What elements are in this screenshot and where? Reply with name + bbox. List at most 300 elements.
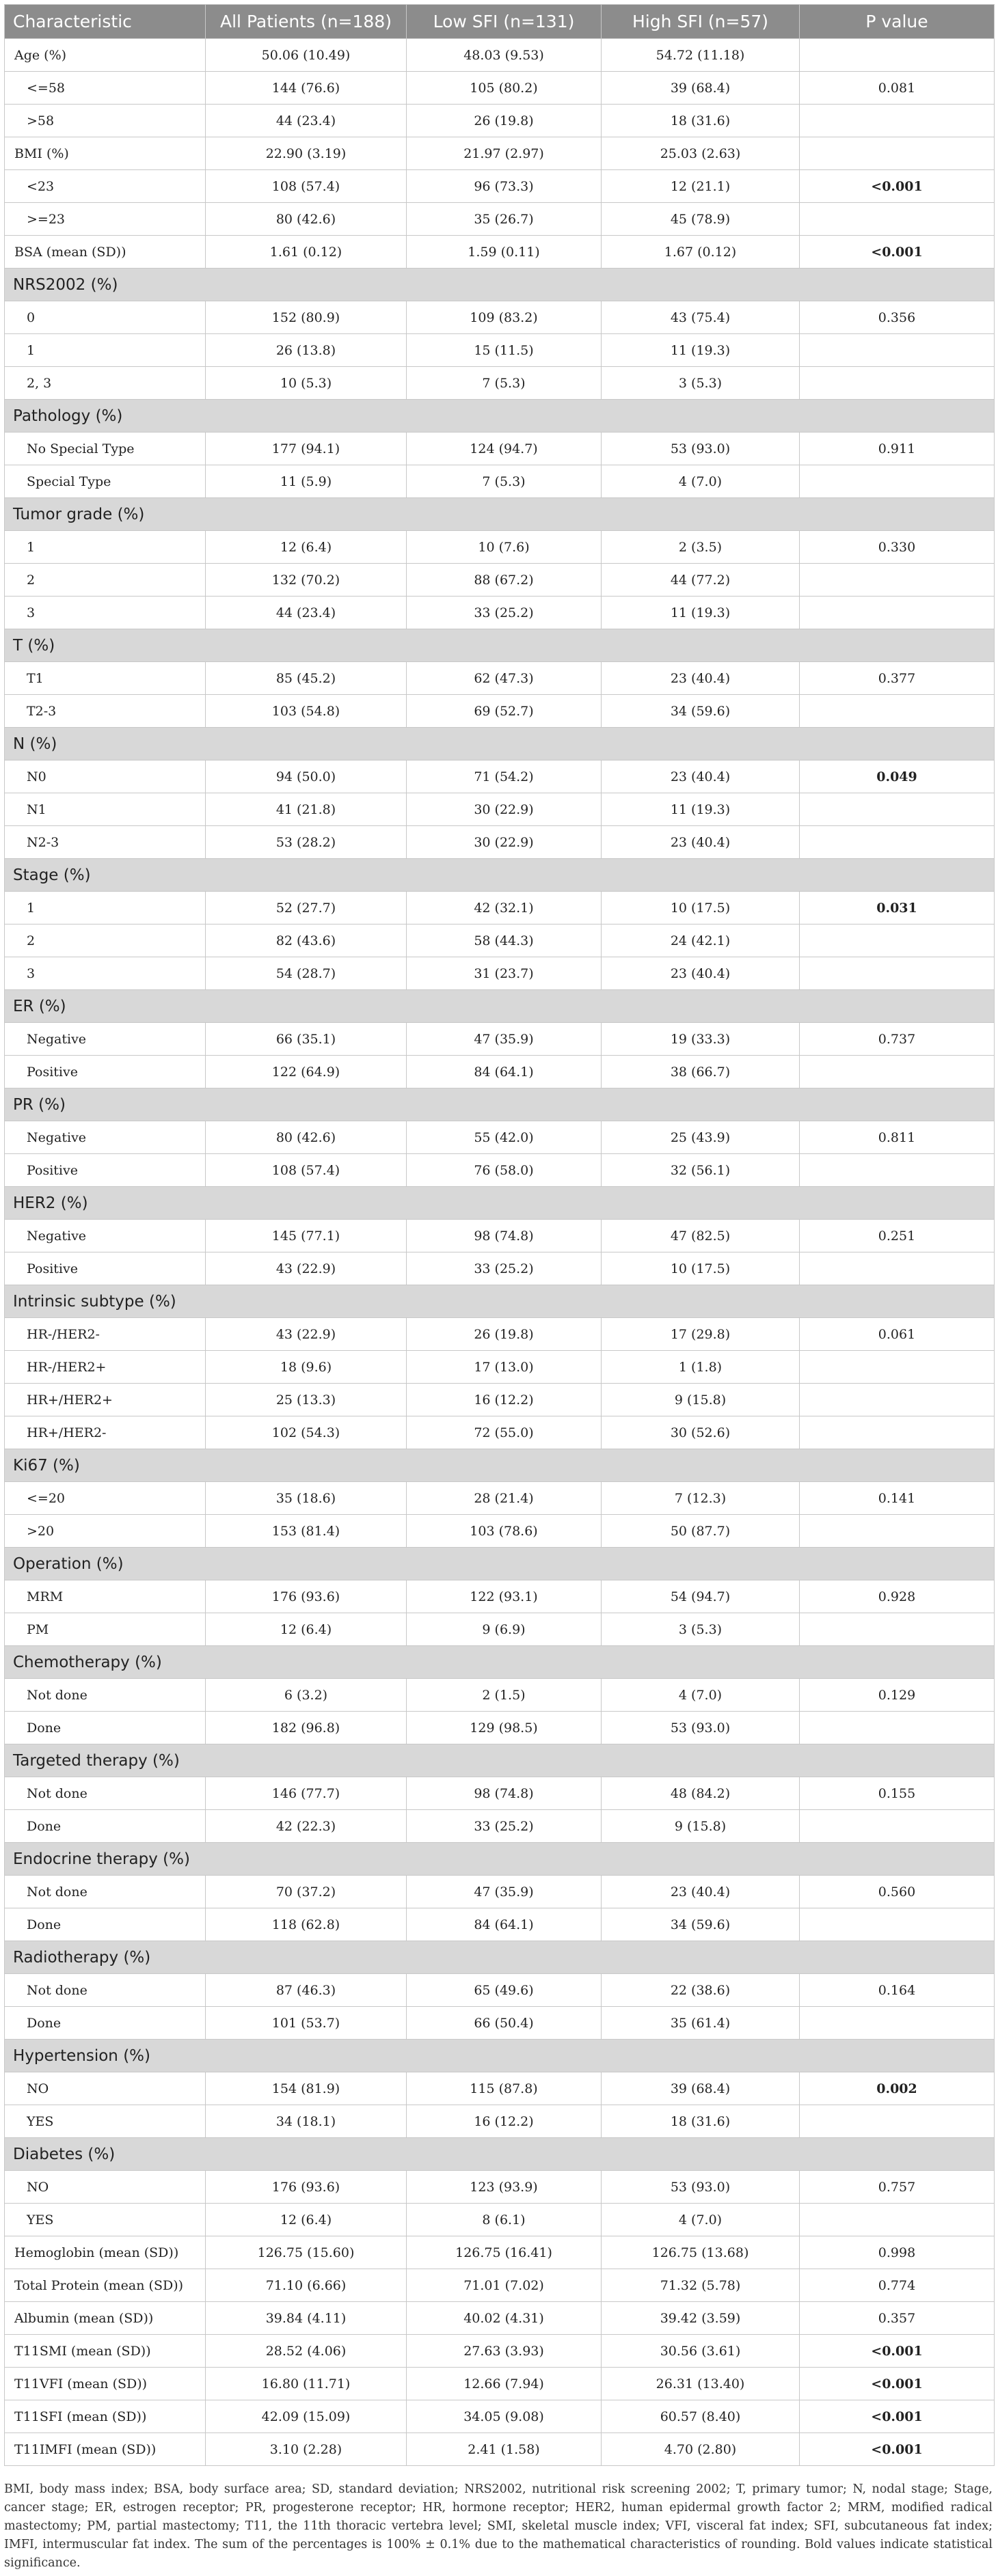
cell-high-sfi: 45 (78.9): [602, 203, 800, 236]
cell-p-value: [800, 1416, 995, 1449]
cell-high-sfi: 22 (38.6): [602, 1974, 800, 2007]
cell-high-sfi: 11 (19.3): [602, 793, 800, 826]
cell-p-value: 0.049: [800, 761, 995, 793]
cell-low-sfi: 109 (83.2): [407, 301, 602, 334]
cell-p-value: 0.141: [800, 1482, 995, 1515]
row-label: T11VFI (mean (SD)): [5, 2368, 206, 2400]
cell-high-sfi: 1.67 (0.12): [602, 236, 800, 269]
cell-high-sfi: 11 (19.3): [602, 334, 800, 367]
table-row: [5, 2368, 995, 2400]
cell-all-patients: 80 (42.6): [206, 1121, 407, 1154]
table-row: [5, 1482, 995, 1515]
cell-p-value: 0.155: [800, 1777, 995, 1810]
cell-all-patients: 18 (9.6): [206, 1351, 407, 1384]
table-row: [5, 334, 995, 367]
cell-low-sfi: 42 (32.1): [407, 892, 602, 924]
cell-low-sfi: 69 (52.7): [407, 695, 602, 728]
row-label: 1: [5, 531, 206, 564]
cell-high-sfi: 23 (40.4): [602, 1876, 800, 1908]
section-label: Tumor grade (%): [5, 498, 995, 531]
cell-high-sfi: 53 (93.0): [602, 1712, 800, 1744]
cell-p-value: <0.001: [800, 2335, 995, 2368]
cell-all-patients: 66 (35.1): [206, 1023, 407, 1056]
table-row: [5, 892, 995, 924]
cell-high-sfi: 47 (82.5): [602, 1220, 800, 1252]
cell-high-sfi: 39.42 (3.59): [602, 2302, 800, 2335]
cell-p-value: 0.129: [800, 1679, 995, 1712]
cell-all-patients: 145 (77.1): [206, 1220, 407, 1252]
cell-low-sfi: 7 (5.3): [407, 465, 602, 498]
cell-high-sfi: 50 (87.7): [602, 1515, 800, 1548]
row-label: Done: [5, 2007, 206, 2040]
cell-p-value: [800, 1384, 995, 1416]
row-label: 2: [5, 924, 206, 957]
cell-low-sfi: 66 (50.4): [407, 2007, 602, 2040]
cell-p-value: [800, 695, 995, 728]
cell-all-patients: 26 (13.8): [206, 334, 407, 367]
section-label: Diabetes (%): [5, 2138, 995, 2171]
header-characteristic: Characteristic: [5, 5, 206, 39]
table-row: [5, 2105, 995, 2138]
cell-all-patients: 153 (81.4): [206, 1515, 407, 1548]
cell-high-sfi: 3 (5.3): [602, 1613, 800, 1646]
cell-p-value: [800, 1515, 995, 1548]
table-row: [5, 564, 995, 597]
table-header-row: [5, 5, 995, 39]
cell-low-sfi: 71 (54.2): [407, 761, 602, 793]
cell-all-patients: 50.06 (10.49): [206, 39, 407, 72]
row-label: T11IMFI (mean (SD)): [5, 2433, 206, 2466]
row-label: T2-3: [5, 695, 206, 728]
table-row: [5, 761, 995, 793]
row-label: >20: [5, 1515, 206, 1548]
cell-p-value: 0.356: [800, 301, 995, 334]
cell-p-value: [800, 924, 995, 957]
table-row: [5, 2400, 995, 2433]
cell-p-value: 0.737: [800, 1023, 995, 1056]
cell-low-sfi: 96 (73.3): [407, 170, 602, 203]
table-row: [5, 531, 995, 564]
section-header-row: [5, 728, 995, 761]
cell-all-patients: 85 (45.2): [206, 662, 407, 695]
cell-low-sfi: 12.66 (7.94): [407, 2368, 602, 2400]
table-body: [5, 39, 995, 2466]
row-label: MRM: [5, 1580, 206, 1613]
row-label: Age (%): [5, 39, 206, 72]
cell-low-sfi: 123 (93.9): [407, 2171, 602, 2204]
cell-all-patients: 42.09 (15.09): [206, 2400, 407, 2433]
row-label: N1: [5, 793, 206, 826]
cell-all-patients: 43 (22.9): [206, 1252, 407, 1285]
row-label: Hemoglobin (mean (SD)): [5, 2236, 206, 2269]
cell-all-patients: 28.52 (4.06): [206, 2335, 407, 2368]
section-header-row: [5, 269, 995, 301]
row-label: YES: [5, 2204, 206, 2236]
section-header-row: [5, 1088, 995, 1121]
cell-low-sfi: 76 (58.0): [407, 1154, 602, 1187]
row-label: Not done: [5, 1876, 206, 1908]
table-row: [5, 1416, 995, 1449]
cell-p-value: 0.330: [800, 531, 995, 564]
cell-p-value: 0.357: [800, 2302, 995, 2335]
table-row: [5, 203, 995, 236]
row-label: PM: [5, 1613, 206, 1646]
cell-low-sfi: 71.01 (7.02): [407, 2269, 602, 2302]
cell-high-sfi: 38 (66.7): [602, 1056, 800, 1088]
section-header-row: [5, 498, 995, 531]
row-label: <23: [5, 170, 206, 203]
table-row: [5, 2204, 995, 2236]
cell-all-patients: 39.84 (4.11): [206, 2302, 407, 2335]
table-row: [5, 662, 995, 695]
cell-low-sfi: 1.59 (0.11): [407, 236, 602, 269]
section-header-row: [5, 1843, 995, 1876]
cell-all-patients: 103 (54.8): [206, 695, 407, 728]
section-header-row: [5, 1285, 995, 1318]
cell-p-value: <0.001: [800, 2400, 995, 2433]
cell-all-patients: 70 (37.2): [206, 1876, 407, 1908]
row-label: BMI (%): [5, 137, 206, 170]
table-row: [5, 957, 995, 990]
table-row: [5, 2302, 995, 2335]
cell-low-sfi: 16 (12.2): [407, 1384, 602, 1416]
section-header-row: [5, 400, 995, 433]
cell-high-sfi: 60.57 (8.40): [602, 2400, 800, 2433]
cell-p-value: <0.001: [800, 236, 995, 269]
section-label: Hypertension (%): [5, 2040, 995, 2072]
cell-low-sfi: 27.63 (3.93): [407, 2335, 602, 2368]
row-label: N2-3: [5, 826, 206, 859]
cell-all-patients: 12 (6.4): [206, 1613, 407, 1646]
table-row: [5, 137, 995, 170]
cell-high-sfi: 11 (19.3): [602, 597, 800, 629]
row-label: T11SMI (mean (SD)): [5, 2335, 206, 2368]
cell-p-value: 0.377: [800, 662, 995, 695]
row-label: >=23: [5, 203, 206, 236]
table-row: [5, 367, 995, 400]
cell-high-sfi: 32 (56.1): [602, 1154, 800, 1187]
table-row: [5, 1023, 995, 1056]
cell-low-sfi: 10 (7.6): [407, 531, 602, 564]
header-low-sfi: Low SFI (n=131): [407, 5, 602, 39]
table-row: [5, 1679, 995, 1712]
section-label: Stage (%): [5, 859, 995, 892]
section-label: Intrinsic subtype (%): [5, 1285, 995, 1318]
table-row: [5, 695, 995, 728]
cell-p-value: [800, 1056, 995, 1088]
cell-high-sfi: 43 (75.4): [602, 301, 800, 334]
cell-all-patients: 94 (50.0): [206, 761, 407, 793]
cell-all-patients: 41 (21.8): [206, 793, 407, 826]
cell-all-patients: 132 (70.2): [206, 564, 407, 597]
row-label: N0: [5, 761, 206, 793]
cell-low-sfi: 34.05 (9.08): [407, 2400, 602, 2433]
cell-all-patients: 101 (53.7): [206, 2007, 407, 2040]
cell-low-sfi: 84 (64.1): [407, 1908, 602, 1941]
row-label: Negative: [5, 1023, 206, 1056]
cell-low-sfi: 55 (42.0): [407, 1121, 602, 1154]
cell-p-value: [800, 105, 995, 137]
cell-high-sfi: 23 (40.4): [602, 761, 800, 793]
section-label: NRS2002 (%): [5, 269, 995, 301]
table-row: [5, 1876, 995, 1908]
cell-p-value: 0.081: [800, 72, 995, 105]
section-label: HER2 (%): [5, 1187, 995, 1220]
row-label: 2: [5, 564, 206, 597]
cell-p-value: 0.774: [800, 2269, 995, 2302]
cell-low-sfi: 98 (74.8): [407, 1777, 602, 1810]
cell-p-value: [800, 1810, 995, 1843]
cell-high-sfi: 39 (68.4): [602, 72, 800, 105]
cell-high-sfi: 18 (31.6): [602, 2105, 800, 2138]
cell-high-sfi: 26.31 (13.40): [602, 2368, 800, 2400]
cell-p-value: 0.811: [800, 1121, 995, 1154]
cell-low-sfi: 126.75 (16.41): [407, 2236, 602, 2269]
cell-all-patients: 80 (42.6): [206, 203, 407, 236]
table-row: [5, 2236, 995, 2269]
cell-p-value: [800, 2204, 995, 2236]
table-footnote: BMI, body mass index; BSA, body surface area; SD, standard deviation; NRS2002, nutritional risk screening 2002; T, primary tumor; N, nodal stage; Stage, cancer stage; ER, estrogen receptor; PR, progesterone receptor; HR, hormone receptor; HER2, human epidermal growth factor 2; MRM, modified radical mastectomy; PM, partial mastectomy; T11, the 11th thoracic vertebra level; SMI, skeletal muscle index; VFI, visceral fat index; SFI, subcutaneous fat index; IMFI, intermuscular fat index. The sum of the percentages is 100% ± 0.1% due to the mathematical characteristics of rounding. Bold values indicate statistical significance.: [4, 2482, 993, 2570]
cell-p-value: 0.002: [800, 2072, 995, 2105]
table-row: [5, 793, 995, 826]
section-label: Targeted therapy (%): [5, 1744, 995, 1777]
cell-low-sfi: 28 (21.4): [407, 1482, 602, 1515]
cell-p-value: [800, 1613, 995, 1646]
cell-low-sfi: 2 (1.5): [407, 1679, 602, 1712]
header-all-patients: All Patients (n=188): [206, 5, 407, 39]
cell-high-sfi: 1 (1.8): [602, 1351, 800, 1384]
cell-low-sfi: 88 (67.2): [407, 564, 602, 597]
cell-all-patients: 82 (43.6): [206, 924, 407, 957]
table-row: [5, 72, 995, 105]
cell-high-sfi: 19 (33.3): [602, 1023, 800, 1056]
row-label: T1: [5, 662, 206, 695]
cell-low-sfi: 129 (98.5): [407, 1712, 602, 1744]
section-header-row: [5, 1941, 995, 1974]
cell-all-patients: 44 (23.4): [206, 597, 407, 629]
cell-p-value: [800, 334, 995, 367]
cell-p-value: [800, 367, 995, 400]
row-label: 2, 3: [5, 367, 206, 400]
table-row: [5, 1220, 995, 1252]
table-row: [5, 1056, 995, 1088]
cell-all-patients: 118 (62.8): [206, 1908, 407, 1941]
cell-high-sfi: 2 (3.5): [602, 531, 800, 564]
cell-p-value: 0.560: [800, 1876, 995, 1908]
cell-high-sfi: 7 (12.3): [602, 1482, 800, 1515]
header-high-sfi: High SFI (n=57): [602, 5, 800, 39]
table-row: [5, 2072, 995, 2105]
cell-low-sfi: 33 (25.2): [407, 1252, 602, 1285]
cell-p-value: [800, 1154, 995, 1187]
cell-all-patients: 54 (28.7): [206, 957, 407, 990]
cell-p-value: 0.061: [800, 1318, 995, 1351]
row-label: NO: [5, 2072, 206, 2105]
cell-p-value: 0.251: [800, 1220, 995, 1252]
cell-all-patients: 22.90 (3.19): [206, 137, 407, 170]
cell-all-patients: 43 (22.9): [206, 1318, 407, 1351]
table-row: [5, 1974, 995, 2007]
cell-all-patients: 44 (23.4): [206, 105, 407, 137]
section-label: ER (%): [5, 990, 995, 1023]
cell-high-sfi: 10 (17.5): [602, 1252, 800, 1285]
row-label: Negative: [5, 1220, 206, 1252]
table-row: [5, 597, 995, 629]
row-label: Negative: [5, 1121, 206, 1154]
cell-all-patients: 182 (96.8): [206, 1712, 407, 1744]
cell-high-sfi: 48 (84.2): [602, 1777, 800, 1810]
cell-all-patients: 1.61 (0.12): [206, 236, 407, 269]
cell-low-sfi: 9 (6.9): [407, 1613, 602, 1646]
cell-all-patients: 71.10 (6.66): [206, 2269, 407, 2302]
row-label: HR-/HER2+: [5, 1351, 206, 1384]
section-header-row: [5, 2138, 995, 2171]
row-label: <=58: [5, 72, 206, 105]
cell-high-sfi: 53 (93.0): [602, 433, 800, 465]
cell-all-patients: 12 (6.4): [206, 2204, 407, 2236]
cell-low-sfi: 122 (93.1): [407, 1580, 602, 1613]
cell-low-sfi: 30 (22.9): [407, 793, 602, 826]
cell-high-sfi: 9 (15.8): [602, 1810, 800, 1843]
cell-low-sfi: 8 (6.1): [407, 2204, 602, 2236]
table-row: [5, 39, 995, 72]
cell-high-sfi: 3 (5.3): [602, 367, 800, 400]
cell-all-patients: 126.75 (15.60): [206, 2236, 407, 2269]
cell-low-sfi: 72 (55.0): [407, 1416, 602, 1449]
cell-high-sfi: 71.32 (5.78): [602, 2269, 800, 2302]
row-label: 0: [5, 301, 206, 334]
cell-high-sfi: 9 (15.8): [602, 1384, 800, 1416]
cell-all-patients: 177 (94.1): [206, 433, 407, 465]
cell-p-value: 0.757: [800, 2171, 995, 2204]
cell-all-patients: 176 (93.6): [206, 2171, 407, 2204]
row-label: HR+/HER2+: [5, 1384, 206, 1416]
cell-all-patients: 102 (54.3): [206, 1416, 407, 1449]
cell-low-sfi: 105 (80.2): [407, 72, 602, 105]
section-label: Pathology (%): [5, 400, 995, 433]
section-label: PR (%): [5, 1088, 995, 1121]
cell-all-patients: 144 (76.6): [206, 72, 407, 105]
table-row: [5, 1908, 995, 1941]
cell-high-sfi: 34 (59.6): [602, 1908, 800, 1941]
cell-all-patients: 108 (57.4): [206, 1154, 407, 1187]
section-header-row: [5, 2040, 995, 2072]
cell-all-patients: 42 (22.3): [206, 1810, 407, 1843]
row-label: NO: [5, 2171, 206, 2204]
cell-high-sfi: 30.56 (3.61): [602, 2335, 800, 2368]
cell-low-sfi: 31 (23.7): [407, 957, 602, 990]
table-row: [5, 301, 995, 334]
table-row: [5, 1252, 995, 1285]
table-row: [5, 1580, 995, 1613]
cell-high-sfi: 17 (29.8): [602, 1318, 800, 1351]
table-row: [5, 2335, 995, 2368]
cell-low-sfi: 62 (47.3): [407, 662, 602, 695]
row-label: Not done: [5, 1974, 206, 2007]
table-row: [5, 2007, 995, 2040]
cell-low-sfi: 115 (87.8): [407, 2072, 602, 2105]
cell-p-value: 0.031: [800, 892, 995, 924]
row-label: BSA (mean (SD)): [5, 236, 206, 269]
table-row: [5, 465, 995, 498]
row-label: T11SFI (mean (SD)): [5, 2400, 206, 2433]
row-label: 3: [5, 957, 206, 990]
section-header-row: [5, 629, 995, 662]
cell-p-value: [800, 597, 995, 629]
table-row: [5, 236, 995, 269]
row-label: YES: [5, 2105, 206, 2138]
cell-low-sfi: 33 (25.2): [407, 597, 602, 629]
cell-high-sfi: 12 (21.1): [602, 170, 800, 203]
row-label: >58: [5, 105, 206, 137]
section-label: Chemotherapy (%): [5, 1646, 995, 1679]
cell-low-sfi: 26 (19.8): [407, 105, 602, 137]
row-label: Positive: [5, 1056, 206, 1088]
cell-low-sfi: 35 (26.7): [407, 203, 602, 236]
section-label: Endocrine therapy (%): [5, 1843, 995, 1876]
cell-high-sfi: 4 (7.0): [602, 1679, 800, 1712]
table-row: [5, 1318, 995, 1351]
cell-all-patients: 108 (57.4): [206, 170, 407, 203]
table-row: [5, 924, 995, 957]
cell-high-sfi: 126.75 (13.68): [602, 2236, 800, 2269]
cell-high-sfi: 4.70 (2.80): [602, 2433, 800, 2466]
cell-high-sfi: 25.03 (2.63): [602, 137, 800, 170]
cell-high-sfi: 10 (17.5): [602, 892, 800, 924]
cell-p-value: [800, 1712, 995, 1744]
cell-all-patients: 146 (77.7): [206, 1777, 407, 1810]
cell-p-value: [800, 2007, 995, 2040]
cell-all-patients: 11 (5.9): [206, 465, 407, 498]
row-label: Total Protein (mean (SD)): [5, 2269, 206, 2302]
cell-p-value: [800, 1908, 995, 1941]
cell-p-value: [800, 564, 995, 597]
cell-low-sfi: 33 (25.2): [407, 1810, 602, 1843]
table-row: [5, 170, 995, 203]
cell-high-sfi: 44 (77.2): [602, 564, 800, 597]
section-header-row: [5, 1646, 995, 1679]
row-label: Not done: [5, 1777, 206, 1810]
row-label: No Special Type: [5, 433, 206, 465]
section-label: Operation (%): [5, 1548, 995, 1580]
cell-p-value: [800, 2105, 995, 2138]
cell-low-sfi: 98 (74.8): [407, 1220, 602, 1252]
cell-all-patients: 12 (6.4): [206, 531, 407, 564]
cell-high-sfi: 30 (52.6): [602, 1416, 800, 1449]
cell-p-value: <0.001: [800, 170, 995, 203]
section-label: N (%): [5, 728, 995, 761]
row-label: Special Type: [5, 465, 206, 498]
row-label: Done: [5, 1908, 206, 1941]
table-row: [5, 826, 995, 859]
table-row: [5, 1613, 995, 1646]
cell-all-patients: 3.10 (2.28): [206, 2433, 407, 2466]
cell-p-value: [800, 39, 995, 72]
cell-all-patients: 35 (18.6): [206, 1482, 407, 1515]
cell-low-sfi: 103 (78.6): [407, 1515, 602, 1548]
cell-high-sfi: 53 (93.0): [602, 2171, 800, 2204]
cell-p-value: [800, 957, 995, 990]
table-row: [5, 2269, 995, 2302]
table-row: [5, 105, 995, 137]
cell-high-sfi: 23 (40.4): [602, 957, 800, 990]
cell-all-patients: 25 (13.3): [206, 1384, 407, 1416]
cell-high-sfi: 23 (40.4): [602, 826, 800, 859]
row-label: Albumin (mean (SD)): [5, 2302, 206, 2335]
row-label: Done: [5, 1810, 206, 1843]
cell-low-sfi: 30 (22.9): [407, 826, 602, 859]
row-label: <=20: [5, 1482, 206, 1515]
